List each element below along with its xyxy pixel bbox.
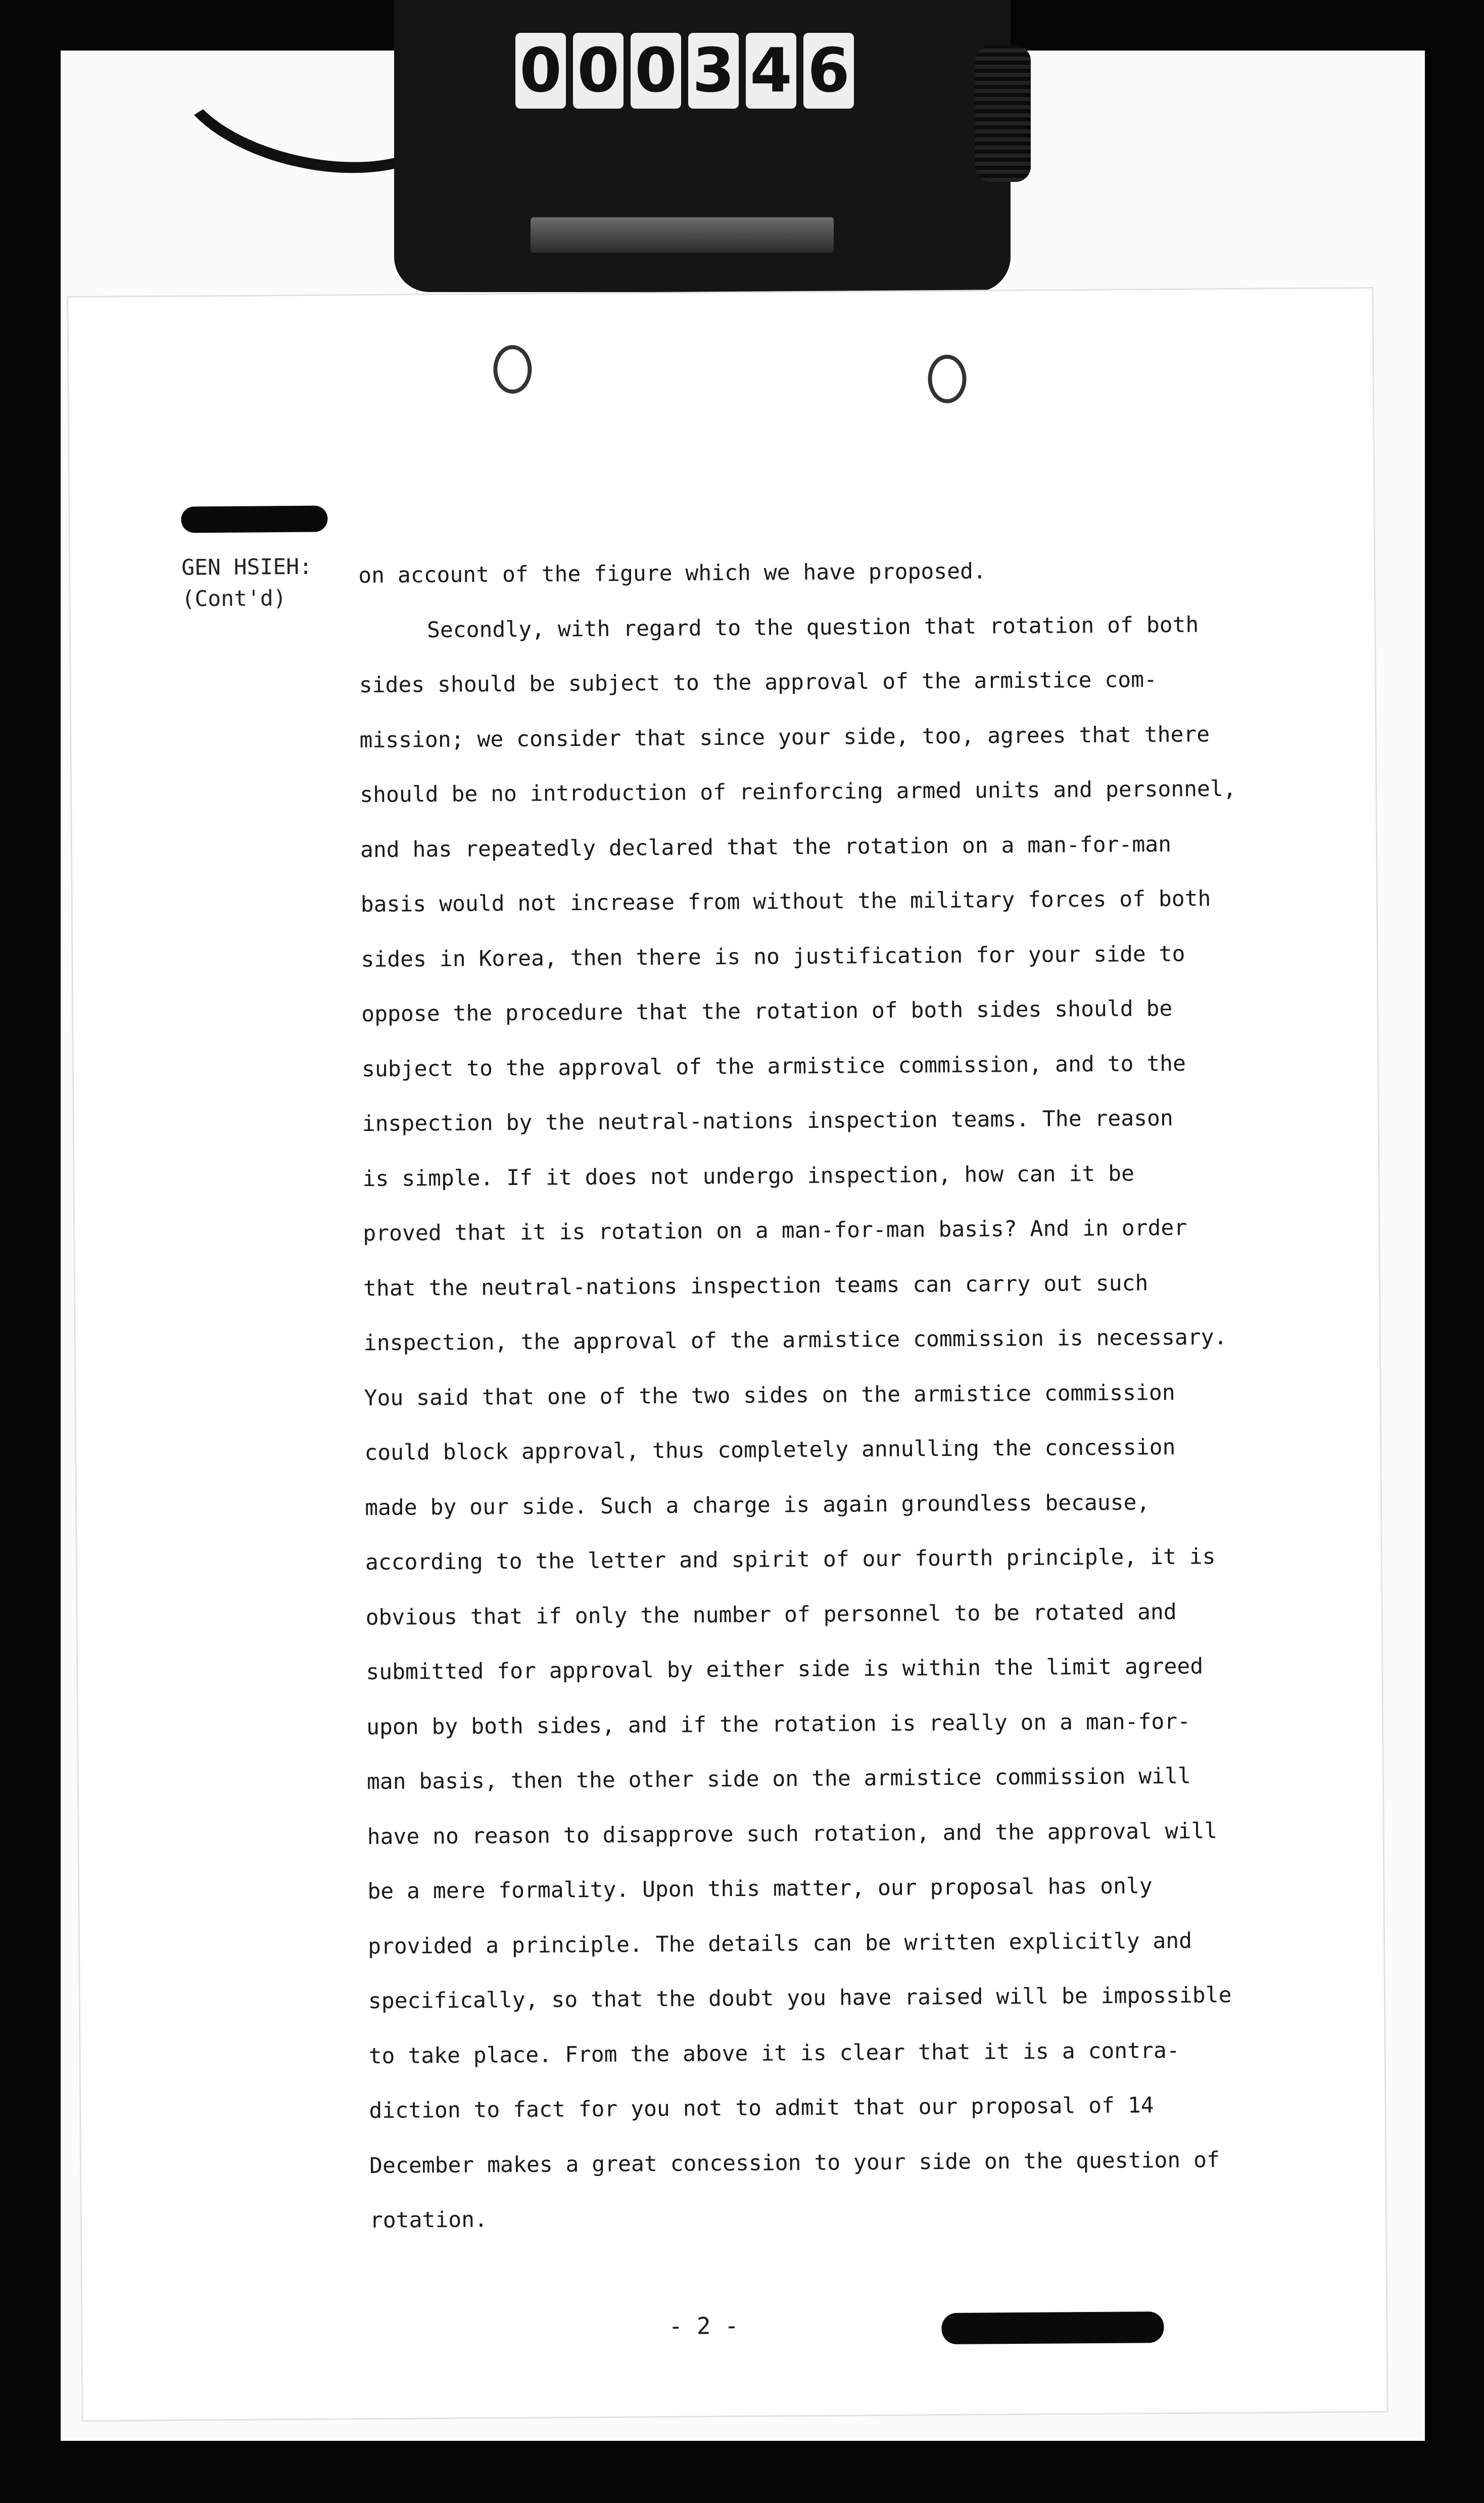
text-line: mission; we consider that since your side, too, agrees that there [359,721,1210,753]
counter-digit: 6 [803,33,854,109]
text-line: December makes a great concession to your side on the question of [369,2147,1220,2179]
page-number: - 2 - [668,2311,739,2340]
text-line: should be no introduction of reinforcing armed units and personnel, [360,776,1236,808]
text-line: according to the letter and spirit of our fourth principle, it is [365,1544,1216,1576]
text-line: obvious that if only the number of personnel to be rotated and [365,1599,1177,1630]
text-line: proved that it is rotation on a man-for-man basis? And in order [363,1215,1187,1247]
frame-counter-digits [510,30,859,111]
text-line: upon by both sides, and if the rotation is really on a man-for- [366,1709,1191,1740]
text-line: Secondly, with regard to the question that rotation of both [426,611,1199,643]
counter-digit: 3 [688,33,739,109]
text-line: that the neutral-nations inspection teams can carry out such [363,1270,1148,1301]
frame-counter-device [394,0,1011,292]
text-line: on account of the figure which we have proposed. [358,558,987,589]
text-line: oppose the procedure that the rotation of both sides should be [361,996,1173,1027]
text-line: is simple. If it does not undergo inspection, how can it be [362,1160,1135,1192]
redaction-mark [941,2311,1164,2344]
text-line: provided a principle. The details can be written explicitly and [367,1928,1192,1959]
text-line: made by our side. Such a charge is again groundless because, [364,1489,1150,1521]
speaker-continued-note: (Cont'd) [181,586,286,612]
body-text [358,542,1289,2248]
redaction-mark [181,505,327,533]
text-line: and has repeatedly declared that the rotation on a man-for-man [360,831,1172,863]
text-line: be a mere formality. Upon this matter, our proposal has only [367,1873,1153,1904]
counter-knob [975,45,1031,182]
punch-hole [493,345,532,394]
text-line: inspection, the approval of the armistice commission is necessary. [363,1325,1227,1356]
counter-digit: 0 [515,33,566,109]
text-line: basis would not increase from without the military forces of both [360,886,1211,918]
text-line: diction to fact for you not to admit that our proposal of 14 [369,2093,1154,2123]
counter-nameplate [531,217,834,253]
text-line: specifically, so that the doubt you have raised will be impossible [368,1982,1232,2014]
text-line: rotation. [369,2207,488,2233]
text-line: man basis, then the other side on the armistice commission will [366,1763,1191,1795]
counter-digit: 0 [573,33,624,109]
document-page [68,289,1386,2420]
text-line: inspection by the neutral-nations inspection teams. The reason [362,1105,1174,1137]
speaker-name: GEN HSIEH: [181,554,313,581]
speaker-label [181,551,344,615]
text-line: You said that one of the two sides on the armistice commission [364,1380,1175,1411]
text-line: have no reason to disapprove such rotation, and the approval will [367,1818,1218,1850]
text-line: subject to the approval of the armistice commission, and to the [361,1051,1186,1082]
counter-digit: 0 [631,33,681,109]
text-line: could block approval, thus completely annulling the concession [364,1434,1176,1466]
counter-digit: 4 [746,33,796,109]
text-line: sides should be subject to the approval of the armistice com- [359,667,1158,698]
text-line: sides in Korea, then there is no justification for your side to [361,941,1185,972]
text-line: submitted for approval by either side is within the limit agreed [366,1654,1204,1685]
punch-hole [928,355,967,404]
text-line: to take place. From the above it is clear that it is a contra- [368,2038,1180,2069]
